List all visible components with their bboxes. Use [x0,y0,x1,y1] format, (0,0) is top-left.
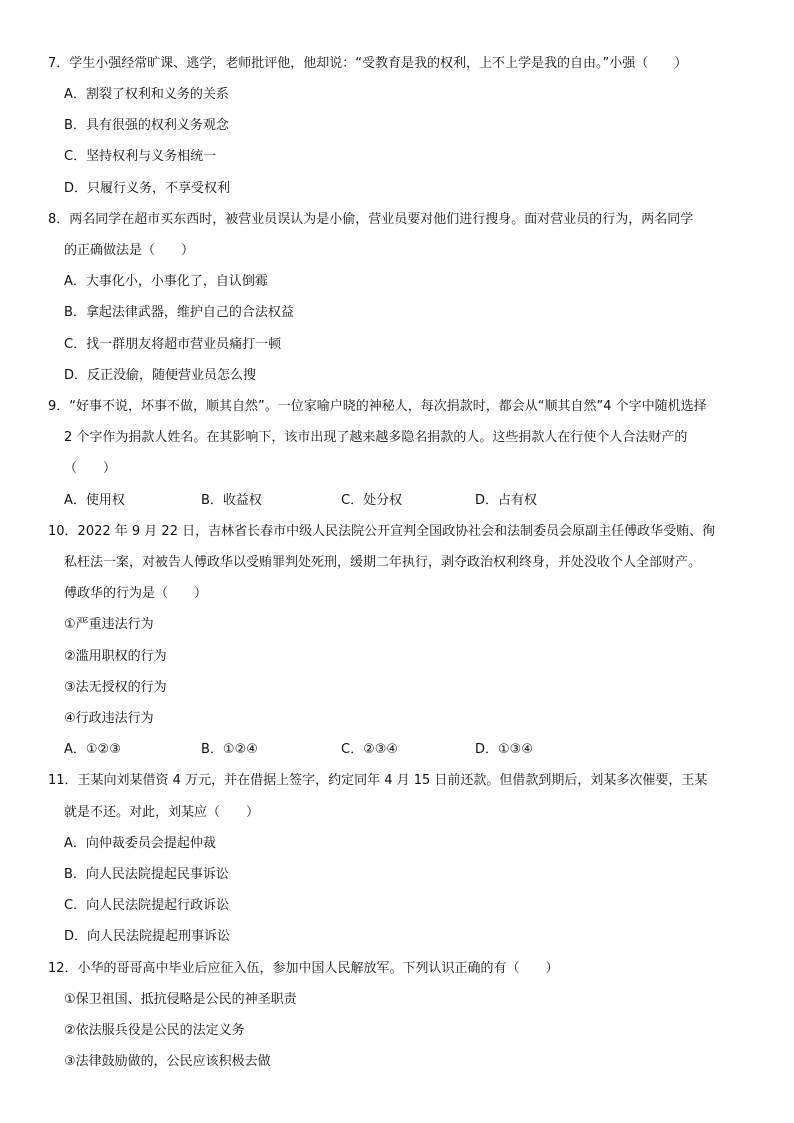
question-11-stem-line-2: 就是不还。对此，刘某应（ ） [64,805,260,820]
question-12-stem: 12．小华的哥哥高中毕业后应征入伍，参加中国人民解放军。下列认识正确的有（ ） [48,961,559,976]
question-8-option-c: C．找一群朋友将超市营业员痛打一顿 [64,337,282,352]
question-9-option-b: B．收益权 [201,493,262,508]
question-12-item-3: ③法律鼓励做的，公民应该积极去做 [64,1054,271,1069]
question-7-option-c: C．坚持权利与义务相统一 [64,149,217,164]
question-7-option-b: B．具有很强的权利义务观念 [64,118,229,133]
question-11-option-b: B．向人民法院提起民事诉讼 [64,867,229,882]
question-8-stem-line-2: 的正确做法是（ ） [64,243,195,258]
question-11-stem-line-1: 11．王某向刘某借资 4 万元，并在借据上签字，约定同年 4 月 15 日前还款。但借款到期后，刘某多次催要，王某 [48,773,708,788]
question-10-item-2: ②滥用职权的行为 [64,649,167,664]
question-10-stem-line-3: 傅政华的行为是（ ） [64,586,208,601]
question-10-item-3: ③法无授权的行为 [64,680,167,695]
question-10-stem-line-2: 私枉法一案，对被告人傅政华以受贿罪判处死刑，缓期二年执行，剥夺政治权利终身，并处没收个人全部财产。 [64,555,702,570]
question-9-stem-line-2: 2 个字作为捐款人姓名。在其影响下，该市出现了越来越多隐名捐款的人。这些捐款人在行使个人合法财产的 [64,430,688,445]
question-9-options [64,492,764,510]
question-7-option-a: A．割裂了权利和义务的关系 [64,87,229,102]
question-12-item-1: ①保卫祖国、抵抗侵略是公民的神圣职责 [64,992,297,1007]
question-12-item-2: ②依法服兵役是公民的法定义务 [64,1023,245,1038]
question-8-option-a: A．大事化小，小事化了，自认倒霉 [64,274,268,289]
question-11-option-a: A．向仲裁委员会提起仲裁 [64,836,216,851]
question-9-stem-line-1: 9．“好事不说，坏事不做，顺其自然”。一位家喻户晓的神秘人，每次捐款时，都会从“顺其自然”4 个字中随机选择 [48,399,707,414]
question-10-option-d: D．①③④ [475,742,533,757]
question-7-stem: 7．学生小强经常旷课、逃学，老师批评他，他却说：“受教育是我的权利，上不上学是我的自由。”小强（ ） [48,56,688,71]
question-11-option-d: D．向人民法院提起刑事诉讼 [64,929,231,944]
question-8-option-d: D．反正没偷，随便营业员怎么搜 [64,368,257,383]
question-8-option-b: B．拿起法律武器，维护自己的合法权益 [64,305,294,320]
question-7-option-d: D．只履行义务，不享受权利 [64,181,231,196]
question-9-stem-line-3: （ ） [64,461,117,476]
question-10-option-b: B．①②④ [201,742,258,757]
question-11-option-c: C．向人民法院提起行政诉讼 [64,898,230,913]
question-10-item-1: ①严重违法行为 [64,617,154,632]
question-10-option-a: A．①②③ [64,742,121,757]
question-9-option-d: D．占有权 [475,493,538,508]
question-8-stem-line-1: 8．两名同学在超市买东西时，被营业员误认为是小偷，营业员要对他们进行搜身。面对营业员的行为，两名同学 [48,212,694,227]
question-10-stem-line-1: 10．2022 年 9 月 22 日，吉林省长春市中级人民法院公开宣判全国政协社会和法制委员会原副主任傅政华受贿、徇 [48,524,716,539]
question-10-option-c: C．②③④ [341,742,399,757]
question-9-option-c: C．处分权 [341,493,403,508]
question-10-options [64,741,764,759]
question-10-item-4: ④行政违法行为 [64,711,154,726]
question-9-option-a: A．使用权 [64,493,125,508]
